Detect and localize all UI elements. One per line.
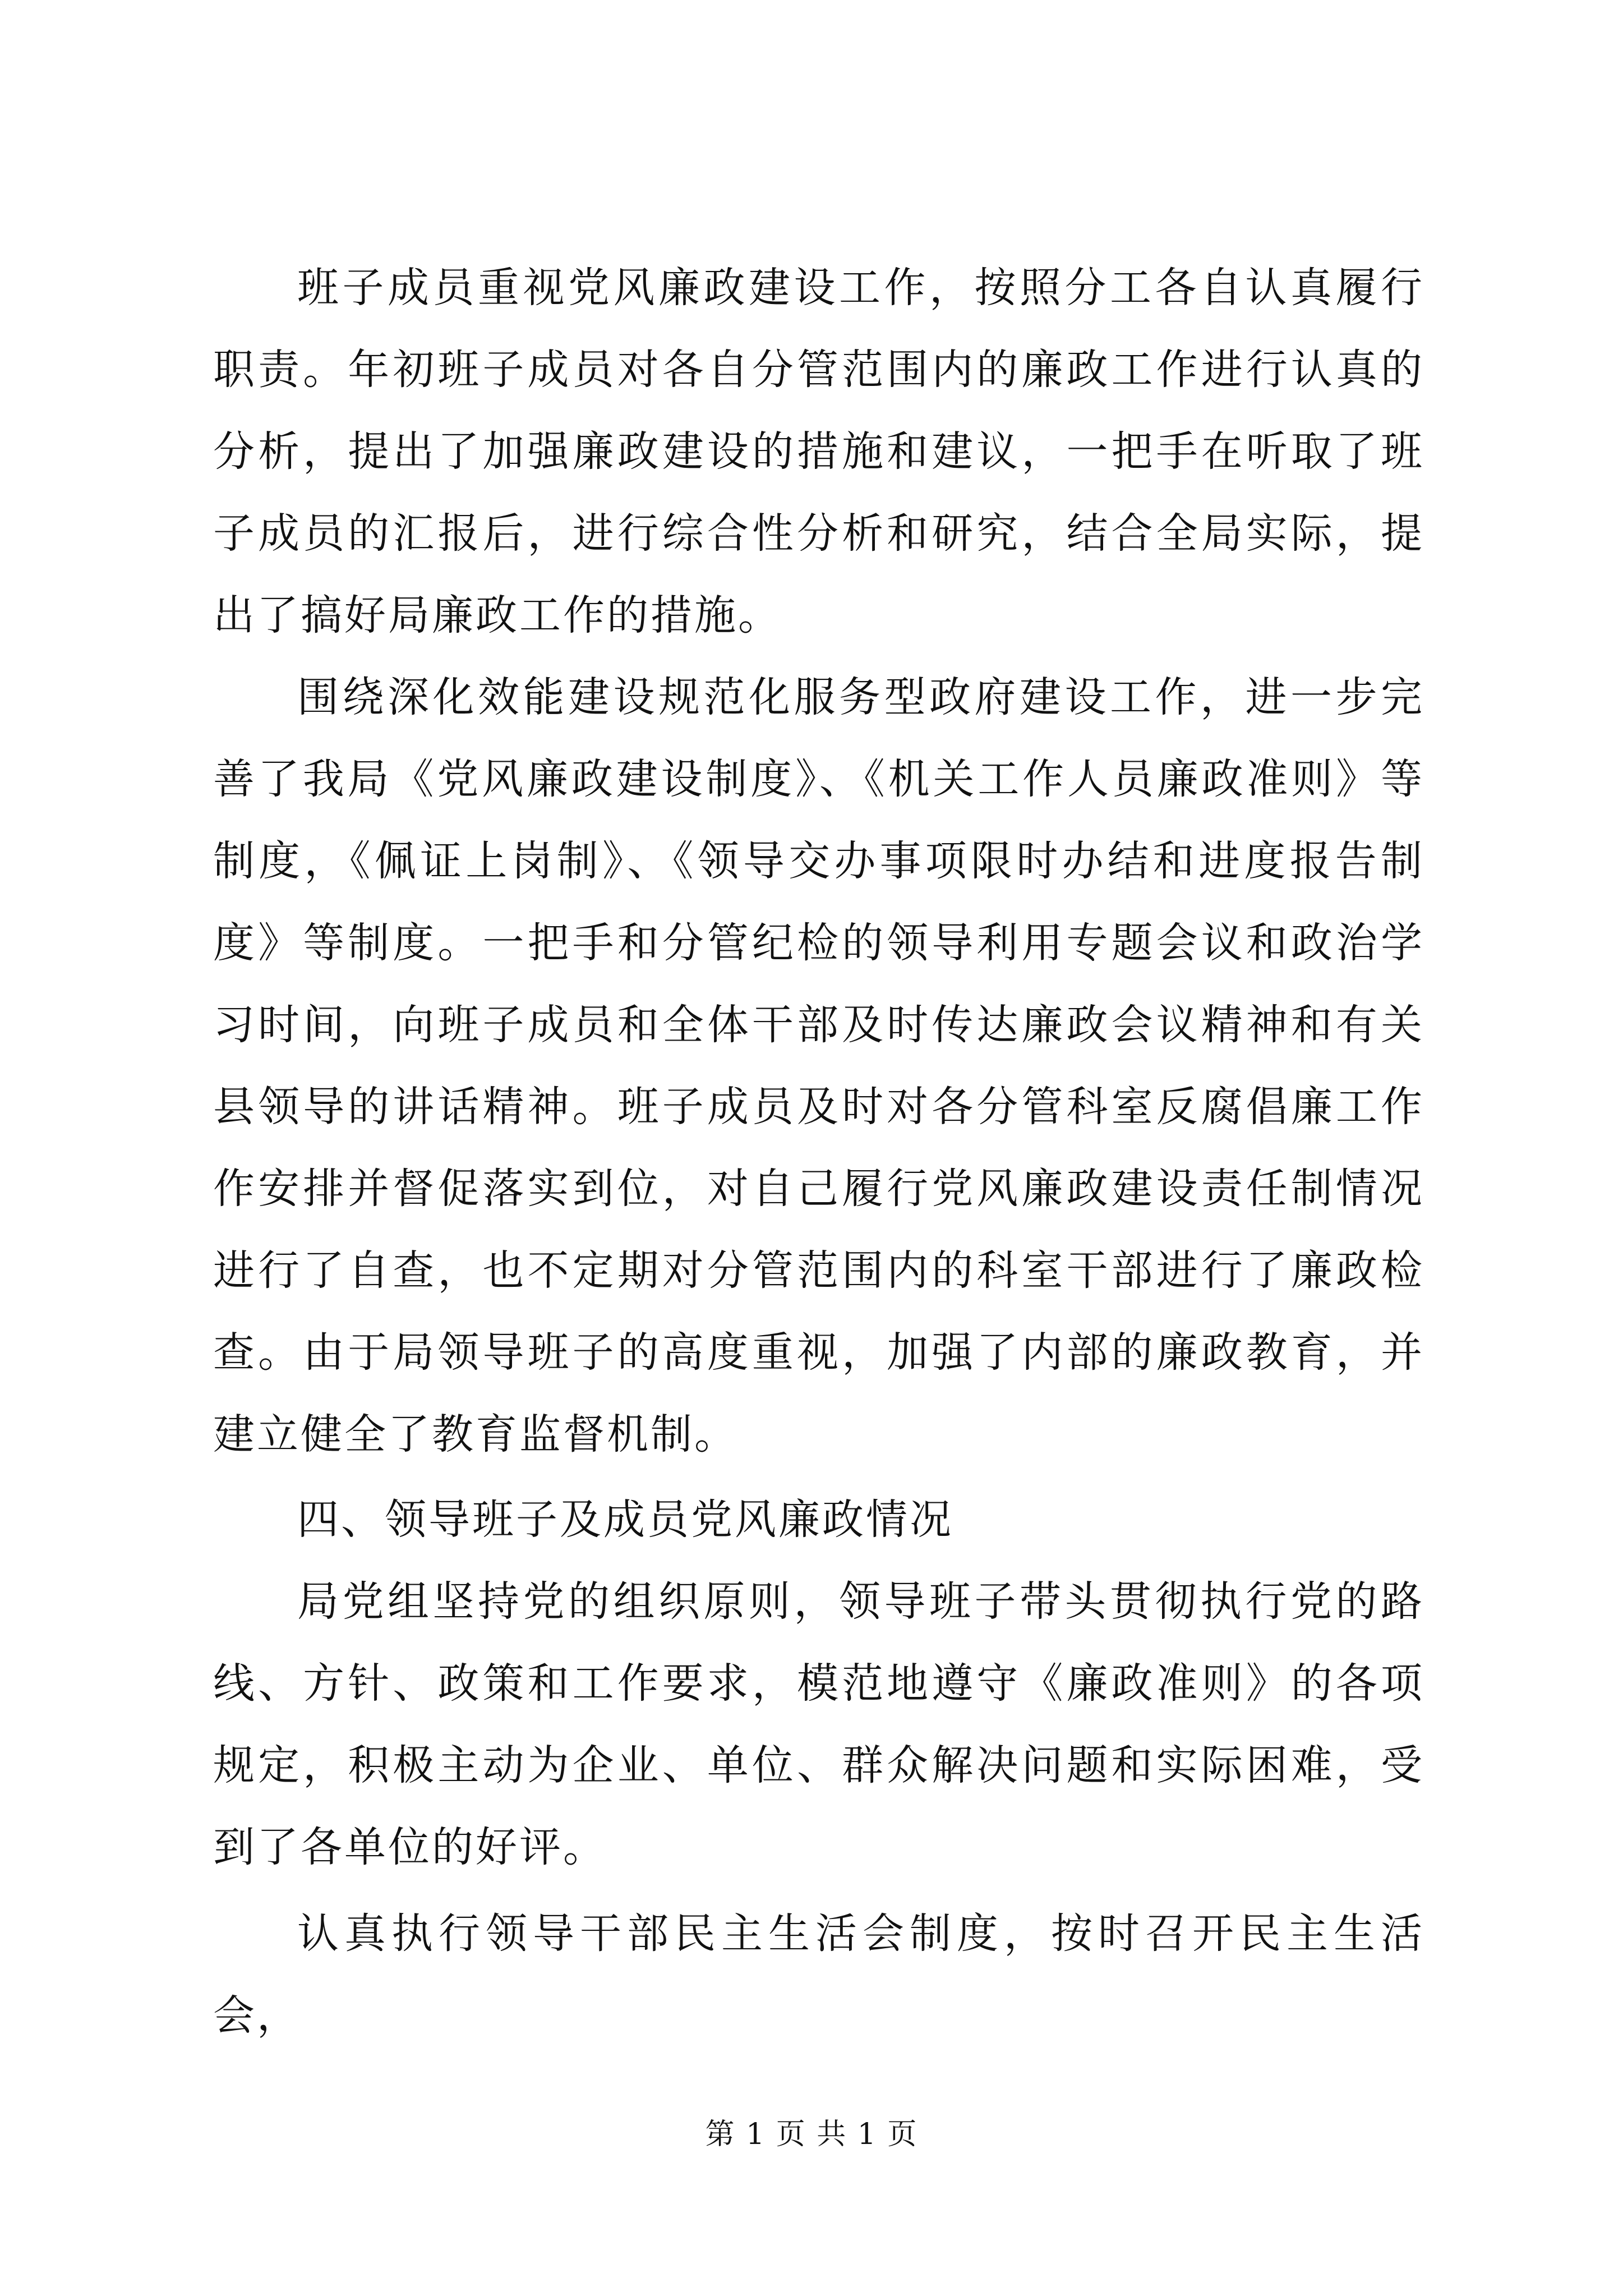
section-heading-four: 四、领导班子及成员党风廉政情况 xyxy=(297,1496,953,1544)
paragraph-party-principles: 局党组坚持党的组织原则，领导班子带头贯彻执行党的路线、方针、政策和工作要求，模范地遵守《廉政准则》的各项规定，积极主动为企业、单位、群众解决问题和实际困难，受到了各单位的好评。 xyxy=(213,1577,1424,1871)
document-body xyxy=(213,247,1424,2056)
paragraph-democratic-life-meeting: 认真执行领导干部民主生活会制度，按时召开民主生活会， xyxy=(213,1910,1424,2040)
paragraph-efficiency-construction: 围绕深化效能建设规范化服务型政府建设工作，进一步完善了我局《党风廉政建设制度》、《机关工作人员廉政准则》等制度，《佩证上岗制》、《领导交办事项限时办结和进度报告制度》等制度。一把手和分管纪检的领导利用专题会议和政治学习时间，向班子成员和全体干部及时传达廉政会议精神和有关县领导的讲话精神。班子成员及时对各分管科室反腐倡廉工作作安排并督促落实到位，对自己履行党风廉政建设责任制情况进行了自查，也不定期对分管范围内的科室干部进行了廉政检查。由于局领导班子的高度重视，加强了内部的廉政教育，并建立健全了教育监督机制。 xyxy=(213,673,1424,1458)
page-footer: 第 1 页 共 1 页 xyxy=(705,2118,918,2151)
paragraph-leadership-duties: 班子成员重视党风廉政建设工作，按照分工各自认真履行职责。年初班子成员对各自分管范围内的廉政工作进行认真的分析，提出了加强廉政建设的措施和建议，一把手在听取了班子成员的汇报后，进行综合性分析和研究，结合全局实际，提出了搞好局廉政工作的措施。 xyxy=(213,264,1424,639)
